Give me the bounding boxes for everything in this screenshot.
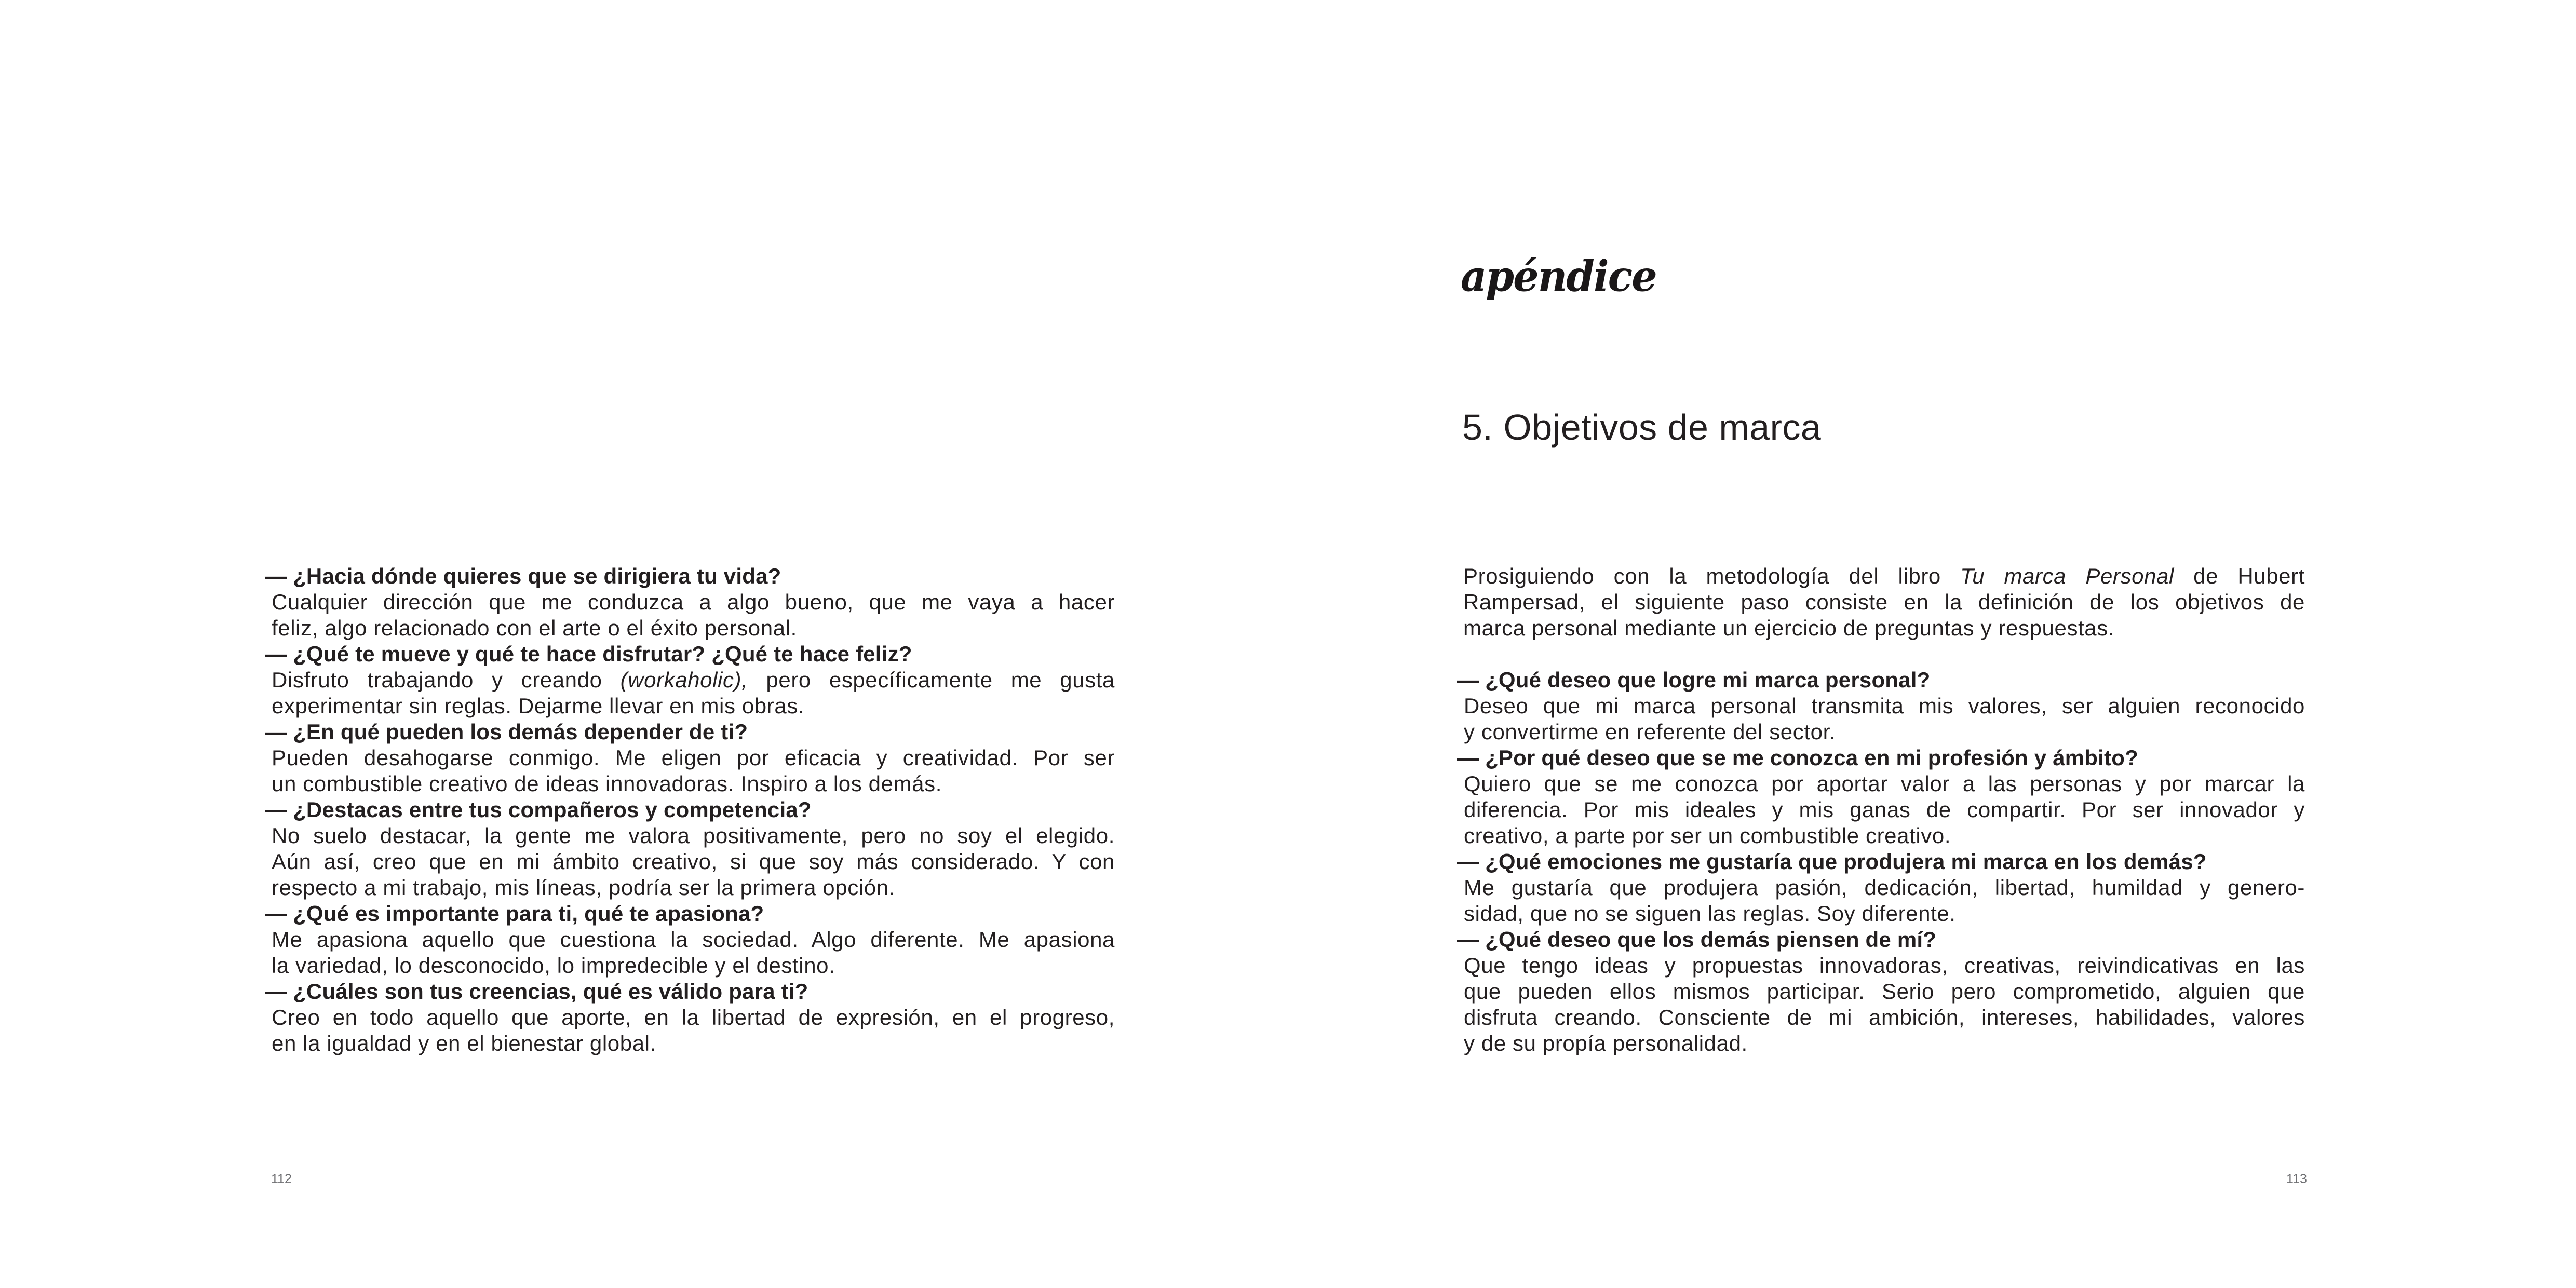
page-number: 112 [271,1172,292,1186]
answer-line: y convertirme en referente del sector. [1464,720,1836,744]
question: — ¿Qué es importante para ti, qué te apasiona? [265,901,764,926]
question: — ¿Qué emociones me gustaría que produjera mi marca en los demás? [1457,849,2207,874]
intro-line: Rampersad, el siguiente paso consiste en la definición de los objetivos de [1463,590,2305,614]
answer-line: No suelo destacar, la gente me valora positivamente, pero no soy el elegido. [272,823,1115,848]
qa-block [1457,667,2305,745]
page-number: 113 [2286,1172,2307,1186]
qa-block [1457,927,2305,1056]
qa-block [265,563,1115,641]
answer-line: Me gustaría que produjera pasión, dedicación, libertad, humildad y genero- [1464,875,2305,900]
answer-line: la variedad, lo desconocido, lo impredecible y el destino. [272,953,835,978]
answer-line: diferencia. Por mis ideales y mis ganas de compartir. Por ser innovador y [1464,797,2305,822]
answer-line: disfruta creando. Consciente de mi ambición, intereses, habilidades, valores [1464,1005,2305,1029]
question: — ¿Cuáles son tus creencias, qué es válido para ti? [265,979,808,1004]
answer-text: pero específicamente me gusta [766,668,1115,692]
answer-line: Aún así, creo que en mi ámbito creativo, si que soy más considerado. Y con [272,849,1115,874]
answer-italic-text: (workaholic), [620,668,748,692]
answer-line: Creo en todo aquello que aporte, en la libertad de expresión, en el progreso, [272,1005,1115,1029]
answer-line: y de su propía personalidad. [1464,1031,1748,1055]
answer-line: un combustible creativo de ideas innovadoras. Inspiro a los demás. [272,771,942,796]
qa-block [1457,745,2305,849]
question: — ¿Hacia dónde quieres que se dirigiera tu vida? [265,564,781,588]
paragraph-spacer [1457,641,2305,667]
answer-line: en la igualdad y en el bienestar global. [272,1031,656,1055]
intro-paragraph [1457,563,2305,641]
answer-line: Que tengo ideas y propuestas innovadoras, creativas, reivindicativas en las [1464,953,2305,978]
page-title: 5. Objetivos de marca [1462,407,1822,448]
qa-block [265,641,1115,719]
question: — ¿Qué deseo que los demás piensen de mí? [1457,927,1937,952]
answer-line [265,667,1115,693]
question: — ¿Destacas entre tus compañeros y competencia? [265,797,812,822]
answer-line: Me apasiona aquello que cuestiona la sociedad. Algo diferente. Me apasiona [272,927,1115,952]
qa-column-left [265,563,1115,1056]
question: — ¿En qué pueden los demás depender de ti? [265,720,748,744]
qa-block [265,901,1115,979]
answer-line: Pueden desahogarse conmigo. Me eligen por eficacia y creatividad. Por ser [272,745,1115,770]
answer-line: Quiero que se me conozca por aportar valor a las personas y por marcar la [1464,771,2305,796]
qa-block [265,979,1115,1056]
answer-line: Deseo que mi marca personal transmita mis valores, ser alguien reconocido [1464,694,2305,718]
answer-line: sidad, que no se siguen las reglas. Soy diferente. [1464,901,1956,926]
question: — ¿Qué deseo que logre mi marca personal? [1457,668,1931,692]
section-label-appendix: apéndice [1461,251,1656,302]
book-title: Tu marca Personal [1960,564,2174,588]
question: — ¿Qué te mueve y qué te hace disfrutar? ¿Qué te hace feliz? [265,642,912,666]
answer-line: feliz, algo relacionado con el arte o el éxito personal. [272,616,797,640]
answer-text: Disfruto trabajando y creando [272,668,602,692]
right-page [1288,0,2576,1288]
qa-block [265,719,1115,797]
answer-line: creativo, a parte por ser un combustible creativo. [1464,823,1951,848]
qa-column-right [1457,563,2305,1056]
qa-block [1457,849,2305,927]
answer-line: experimentar sin reglas. Dejarme llevar en mis obras. [272,694,805,718]
answer-line: respecto a mi trabajo, mis líneas, podría ser la primera opción. [272,875,895,900]
answer-line: Cualquier dirección que me conduzca a algo bueno, que me vaya a hacer [272,590,1115,614]
intro-text: Prosiguiendo con la metodología del libro [1463,564,1941,588]
qa-block [265,797,1115,901]
intro-line: marca personal mediante un ejercicio de preguntas y respuestas. [1463,616,2115,640]
answer-line: que pueden ellos mismos participar. Serio pero comprometido, alguien que [1464,979,2305,1004]
intro-line [1457,563,2305,589]
question: — ¿Por qué deseo que se me conozca en mi profesión y ámbito? [1457,745,2138,770]
intro-text: de Hubert [2193,564,2305,588]
